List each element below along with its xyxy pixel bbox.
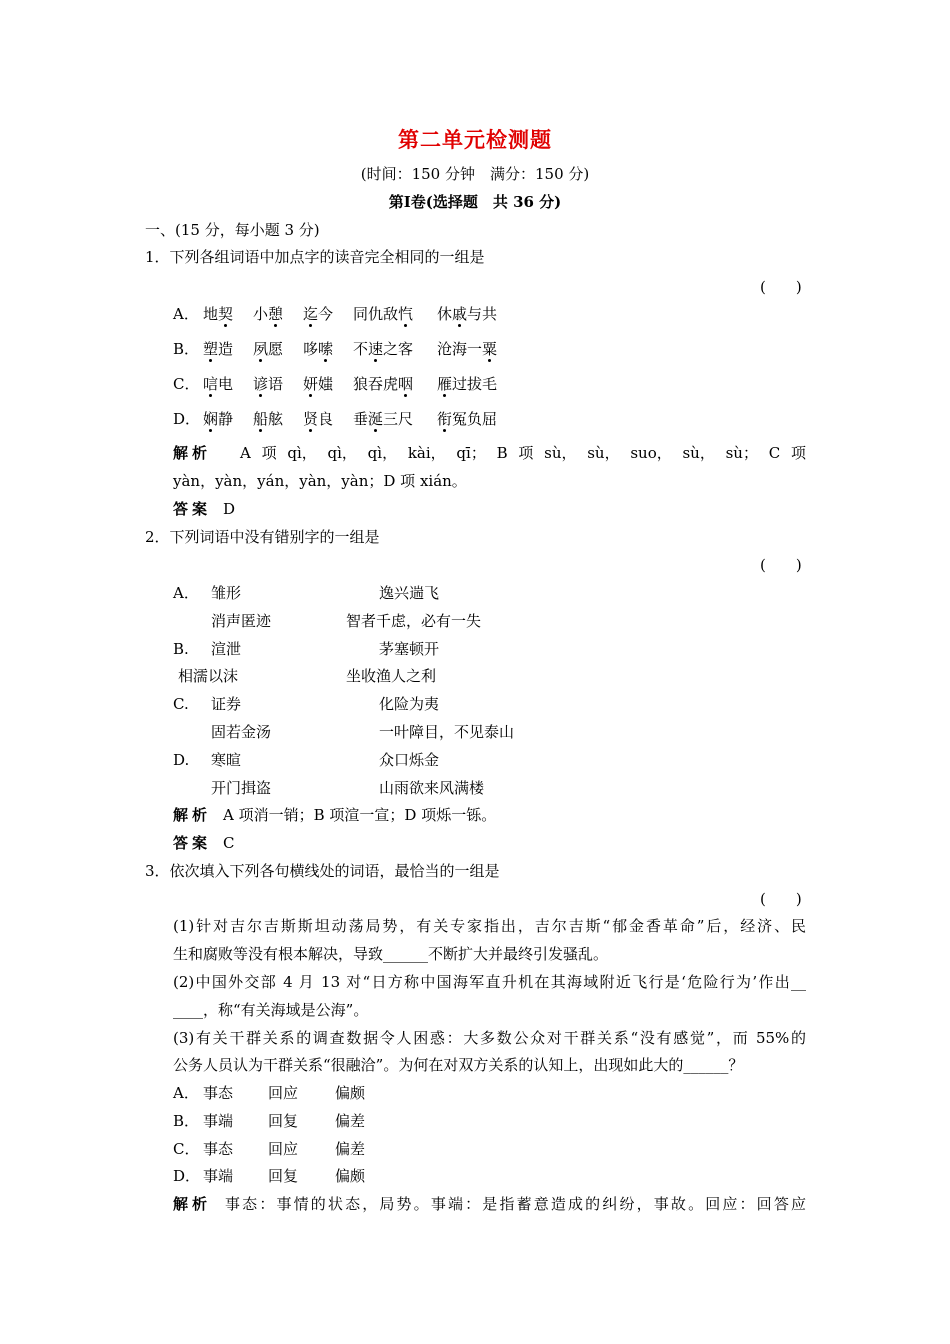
q1-option-word bbox=[203, 304, 233, 324]
analysis-token: kài， bbox=[407, 444, 446, 462]
q2-option-word: 一叶障目，不见泰山 bbox=[379, 723, 515, 741]
q1-option-word bbox=[303, 339, 333, 359]
q2-option-word: 化险为夷 bbox=[379, 695, 440, 713]
dotted-char: 唁 bbox=[203, 375, 219, 393]
dotted-char: 谚 bbox=[253, 375, 269, 393]
dotted-char: 速 bbox=[368, 340, 384, 358]
q2-stem: 2．下列词语中没有错别字的一组是 bbox=[145, 528, 380, 546]
q2-option-word: 证券 bbox=[211, 695, 242, 713]
dotted-char: 迄 bbox=[303, 305, 319, 323]
exam-meta: (时间：150 分钟 满分：150 分) bbox=[360, 165, 590, 183]
q1-option-word bbox=[203, 374, 233, 394]
q1-option-word bbox=[353, 304, 413, 324]
dotted-char: 忾 bbox=[398, 305, 414, 323]
analysis-token: 项 bbox=[518, 444, 534, 462]
q3-option-label: C． bbox=[173, 1140, 200, 1158]
word-text: 同仇敌 bbox=[353, 305, 399, 323]
dotted-char: 嗦 bbox=[318, 340, 334, 358]
analysis-token: 项 bbox=[261, 444, 277, 462]
q3-option-label: B． bbox=[173, 1112, 200, 1130]
q2-option-word: 寒暄 bbox=[211, 751, 242, 769]
dotted-char: 衔 bbox=[437, 410, 453, 428]
q2-option-word: 智者千虑，必有一失 bbox=[346, 612, 482, 630]
q1-analysis-line2: yàn，yàn，yán，yàn，yàn；D 项 xián。 bbox=[173, 472, 467, 490]
q2-option-label: B. bbox=[173, 640, 189, 658]
q3-option-word: 回复 bbox=[268, 1112, 299, 1130]
q2-option-word: 开门揖盗 bbox=[211, 779, 272, 797]
q1-option-word bbox=[253, 304, 283, 324]
dotted-char: 贤 bbox=[303, 410, 319, 428]
analysis-token: B bbox=[496, 444, 508, 462]
dotted-char: 塑 bbox=[203, 340, 219, 358]
q3-option-word: 偏颇 bbox=[335, 1167, 366, 1185]
q2-answer: 答案 C bbox=[173, 834, 235, 852]
word-text: 过拔毛 bbox=[452, 375, 498, 393]
q3-option-word: 事态 bbox=[203, 1084, 234, 1102]
q1-option-word bbox=[437, 304, 497, 324]
word-text: 哆 bbox=[303, 340, 319, 358]
q2-option-word: 山雨欲来风满楼 bbox=[379, 779, 485, 797]
q2-option-word: 雏形 bbox=[211, 584, 242, 602]
q3-option-label: A． bbox=[173, 1084, 199, 1102]
analysis-token: C bbox=[768, 444, 781, 462]
q1-stem: 1．下列各组词语中加点字的读音完全相同的一组是 bbox=[145, 248, 485, 266]
analysis-token: qì， bbox=[287, 444, 317, 462]
analysis-token: sù， bbox=[544, 444, 577, 462]
q3-option-label: D． bbox=[173, 1167, 201, 1185]
q2-option-label: D. bbox=[173, 751, 190, 769]
q1-option-word bbox=[303, 374, 333, 394]
q1-analysis-label: 解析 bbox=[173, 444, 212, 462]
q3-stem: 3．依次填入下列各句横线处的词语，最恰当的一组是 bbox=[145, 862, 500, 880]
q3-option-word: 偏差 bbox=[335, 1140, 366, 1158]
q2-option-word: 众口烁金 bbox=[379, 751, 440, 769]
q3-option-word: 事端 bbox=[203, 1167, 234, 1185]
q3-analysis: 解析 事态：事情的状态，局势。事端：是指蓄意造成的纠纷，事故。回应：回答应 bbox=[173, 1195, 806, 1213]
word-text: 静 bbox=[218, 410, 234, 428]
q3-option-word: 回应 bbox=[268, 1084, 299, 1102]
analysis-token: A bbox=[240, 444, 251, 462]
q1-option-word bbox=[303, 409, 333, 429]
q1-option-word bbox=[253, 374, 283, 394]
q2-option-word: 坐收渔人之利 bbox=[346, 667, 437, 685]
q1-option-word bbox=[437, 409, 497, 429]
q1-option-label: D． bbox=[173, 410, 201, 428]
analysis-token: 项 bbox=[790, 444, 806, 462]
word-text: 语 bbox=[268, 375, 284, 393]
dotted-char: 涎 bbox=[368, 410, 384, 428]
section-heading: 一、(15 分，每小题 3 分) bbox=[145, 221, 320, 239]
q1-analysis-line1 bbox=[240, 443, 806, 463]
dotted-char: 粟 bbox=[482, 340, 498, 358]
q3-option-word: 偏颇 bbox=[335, 1084, 366, 1102]
q3-option-word: 事端 bbox=[203, 1112, 234, 1130]
q2-option-word: 固若金汤 bbox=[211, 723, 272, 741]
q1-option-word bbox=[353, 409, 413, 429]
word-text: 之客 bbox=[383, 340, 414, 358]
q2-option-label: C. bbox=[173, 695, 189, 713]
dotted-char: 夙 bbox=[253, 340, 269, 358]
word-text: 舷 bbox=[268, 410, 284, 428]
q1-option-word bbox=[353, 339, 413, 359]
q2-option-word: 渲泄 bbox=[211, 640, 242, 658]
word-text: 垂 bbox=[353, 410, 369, 428]
q1-option-label: A． bbox=[173, 305, 199, 323]
word-text: 良 bbox=[318, 410, 334, 428]
q2-answer-bracket: ( ) bbox=[760, 556, 802, 574]
q1-option-word bbox=[203, 339, 233, 359]
part-heading: 第Ⅰ卷(选择题 共 36 分) bbox=[388, 193, 562, 211]
word-text: 冤负屈 bbox=[452, 410, 498, 428]
q3-sentence3-line2: 公务人员认为干群关系“很融洽”。为何在对双方关系的认知上，出现如此大的______？ bbox=[173, 1056, 744, 1074]
word-text: 不 bbox=[353, 340, 369, 358]
word-text: 电 bbox=[218, 375, 234, 393]
q3-option-word: 偏差 bbox=[335, 1112, 366, 1130]
dotted-char: 船 bbox=[253, 410, 269, 428]
q2-option-word: 相濡以沫 bbox=[178, 667, 239, 685]
word-text: 三尺 bbox=[383, 410, 414, 428]
dotted-char: 咽 bbox=[398, 375, 414, 393]
q1-option-word bbox=[303, 304, 333, 324]
q2-option-word: 茅塞顿开 bbox=[379, 640, 440, 658]
word-text: 地 bbox=[203, 305, 219, 323]
analysis-token: sù， bbox=[587, 444, 620, 462]
analysis-token: suo， bbox=[630, 444, 672, 462]
analysis-token: qì， bbox=[367, 444, 398, 462]
dotted-char: 憩 bbox=[268, 305, 284, 323]
analysis-token: qī； bbox=[456, 444, 486, 462]
word-text: 休 bbox=[437, 305, 453, 323]
q3-sentence1-line2: 生和腐败等没有根本解决，导致______不断扩大并最终引发骚乱。 bbox=[173, 945, 609, 963]
q2-option-label: A． bbox=[173, 584, 199, 602]
word-text: 造 bbox=[218, 340, 234, 358]
word-text: 与共 bbox=[467, 305, 498, 323]
q1-option-word bbox=[437, 374, 497, 394]
dotted-char: 娴 bbox=[203, 410, 219, 428]
q3-option-word: 事态 bbox=[203, 1140, 234, 1158]
q1-option-label: C． bbox=[173, 375, 200, 393]
word-text: 狼吞虎 bbox=[353, 375, 399, 393]
q3-sentence2-line1: (2)中国外交部 4 月 13 对“日方称中国海军直升机在其海域附近飞行是‘危险行为’作出__ bbox=[173, 973, 806, 991]
word-text: 愿 bbox=[268, 340, 284, 358]
q3-sentence1-line1: (1)针对吉尔吉斯斯坦动荡局势，有关专家指出，吉尔吉斯“郁金香革命”后，经济、民 bbox=[173, 917, 806, 935]
q3-option-word: 回应 bbox=[268, 1140, 299, 1158]
analysis-token: sù； bbox=[725, 444, 758, 462]
analysis-token: qì， bbox=[327, 444, 357, 462]
dotted-char: 戚 bbox=[452, 305, 468, 323]
q1-answer-bracket: ( ) bbox=[760, 278, 802, 296]
dotted-char: 雁 bbox=[437, 375, 453, 393]
q1-option-word bbox=[253, 409, 283, 429]
q1-answer: 答案 D bbox=[173, 500, 236, 518]
word-text: 小 bbox=[253, 305, 269, 323]
analysis-token: sù， bbox=[682, 444, 715, 462]
q1-option-label: B． bbox=[173, 340, 200, 358]
word-text: 沧海一 bbox=[437, 340, 483, 358]
q2-analysis: 解析 A 项消一销；B 项渲一宣；D 项烁一铄。 bbox=[173, 806, 497, 824]
q3-sentence3-line1: (3)有关干群关系的调查数据令人困惑：大多数公众对干群关系“没有感觉”，而 55%的 bbox=[173, 1029, 806, 1047]
q3-answer-bracket: ( ) bbox=[760, 890, 802, 908]
q2-option-word: 消声匿迹 bbox=[211, 612, 272, 630]
word-text: 媸 bbox=[318, 375, 334, 393]
q1-option-word bbox=[203, 409, 233, 429]
q3-sentence2-line2: ____，称“有关海域是公海”。 bbox=[173, 1001, 369, 1019]
q1-option-word bbox=[253, 339, 283, 359]
q2-option-word: 逸兴遄飞 bbox=[379, 584, 440, 602]
q1-option-word bbox=[353, 374, 413, 394]
document-title: 第二单元检测题 bbox=[398, 127, 552, 152]
q1-option-word bbox=[437, 339, 497, 359]
dotted-char: 契 bbox=[218, 305, 234, 323]
dotted-char: 妍 bbox=[303, 375, 319, 393]
q3-option-word: 回复 bbox=[268, 1167, 299, 1185]
word-text: 今 bbox=[318, 305, 334, 323]
